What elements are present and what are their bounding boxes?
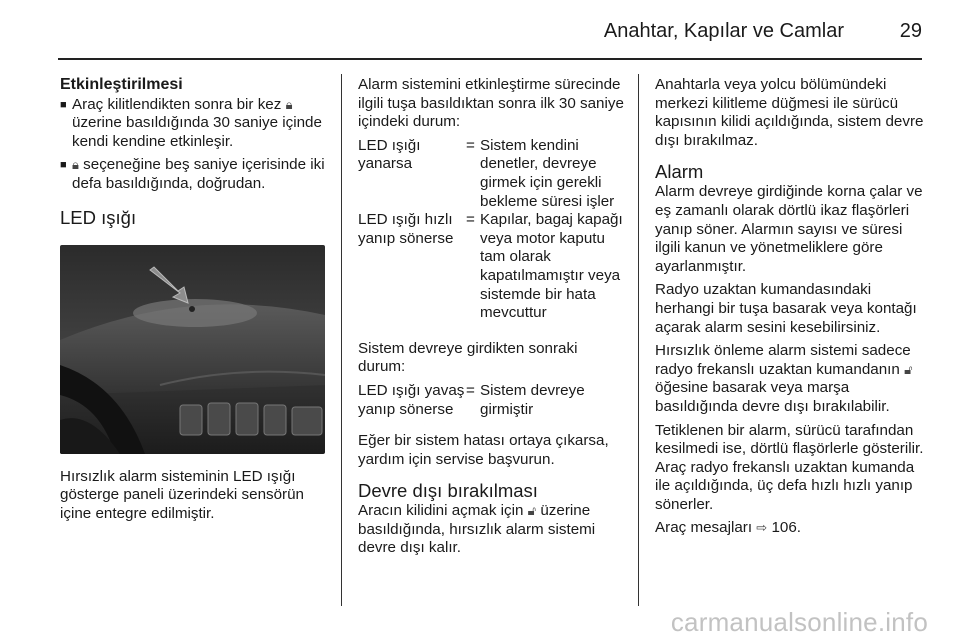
paragraph: Alarm sistemini etkinleştirme sürecinde ilgili tuşa basıldıktan sonra ilk 30 saniye içindeki durum:: [358, 76, 624, 131]
table-term: LED ışığı yanarsa: [358, 136, 421, 173]
dashboard-photo: [60, 245, 325, 454]
paragraph: Anahtarla veya yolcu bölümündeki merkezi kilitleme düğmesi ile sürücü kapısının kilidi açıldığında, sistem devre dışı bırakılmaz.: [655, 76, 924, 149]
column-left: [60, 76, 330, 528]
lock-icon: 🔒︎: [285, 96, 293, 112]
watermark: carmanualsonline.info: [670, 607, 928, 637]
paragraph: Hırsızlık önleme alarm sistemi sadece radyo frekanslı uzaktan kumandanın 🔓︎ öğesine basarak veya marşa basıldığında devre dışı bırakılabilir.: [655, 342, 913, 415]
status-table-armed: [358, 382, 628, 419]
paragraph: Tetiklenen bir alarm, sürücü tarafından kesilmedi ise, dörtlü flaşörlerle gösterilir. Araç radyo frekanslı uzaktan kumanda ile açıldığında, üç defa hızlı hızlı yanıp sönerler.: [655, 421, 924, 513]
column-divider: [638, 74, 639, 606]
paragraph: Araç mesajları ⇨ 106.: [655, 519, 801, 537]
bullet-item: ■ 🔒︎ seçeneğine beş saniye içerisinde iki defa basıldığında, doğrudan.: [60, 156, 330, 193]
page-header-title: Anahtar, Kapılar ve Camlar: [603, 20, 844, 42]
section-heading-led: LED ışığı: [60, 206, 137, 228]
table-eq: =: [466, 136, 475, 154]
status-table-arming: [358, 137, 628, 323]
section-heading-deactivation: Devre dışı bırakılması: [358, 480, 538, 502]
unlock-icon: 🔓︎: [527, 503, 537, 519]
column-right: [655, 76, 925, 543]
table-def: Kapılar, bagaj kapağı veya motor kaputu tam olarak kapatılmamıştır veya sistemde bir hata mevcuttur: [480, 211, 623, 322]
photo-caption: Hırsızlık alarm sisteminin LED ışığı gösterge paneli üzerindeki sensörün içine entegre edilmiştir.: [60, 467, 305, 522]
table-def: Sistem kendini denetler, devreye girmek için gerekli bekleme süresi işler: [480, 136, 615, 210]
page-ref-link[interactable]: 106.: [771, 519, 801, 537]
paragraph: Eğer bir sistem hatası ortaya çıkarsa, yardım için servise başvurun.: [358, 432, 609, 468]
paragraph: Alarm devreye girdiğinde korna çalar ve eş zamanlı olarak dörtlü ikaz flaşörleri yanıp söner. Alarmın sayısı ve süresi ilgili kanun ve yönetmeliklere göre ayarlanmıştır.: [655, 183, 923, 275]
column-divider: [341, 74, 342, 606]
table-eq: =: [466, 211, 475, 229]
table-eq: =: [466, 381, 475, 399]
section-heading-activation: Etkinleştirilmesi: [60, 76, 183, 93]
paragraph: Radyo uzaktan kumandasındaki herhangi bir tuşa basarak veya kontağı açarak alarm sesini kesebilirsiniz.: [655, 281, 917, 336]
header-rule: [58, 58, 922, 60]
unlock-icon: 🔓︎: [904, 361, 913, 377]
page-ref-arrow-icon: ⇨: [756, 520, 768, 536]
lock-icon: 🔒︎: [72, 157, 79, 173]
column-middle: [358, 76, 628, 563]
paragraph: Sistem devreye girdikten sonraki durum:: [358, 339, 578, 376]
table-def: Sistem devreye girmiştir: [480, 381, 585, 418]
bullet-item: ■ Araç kilitlendikten sonra bir kez 🔒︎ üzerine basıldığında 30 saniye içinde kendi kendine etkinleşir.: [60, 96, 330, 152]
page-number: 29: [899, 20, 922, 42]
table-term: LED ışığı yavaş yanıp sönerse: [358, 381, 465, 418]
paragraph: Aracın kilidini açmak için 🔓︎ üzerine basıldığında, hırsızlık alarm sistemi devre dışı kalır.: [358, 502, 596, 557]
table-term: LED ışığı hızlı yanıp sönerse: [358, 211, 454, 247]
section-heading-alarm: Alarm: [655, 161, 704, 183]
